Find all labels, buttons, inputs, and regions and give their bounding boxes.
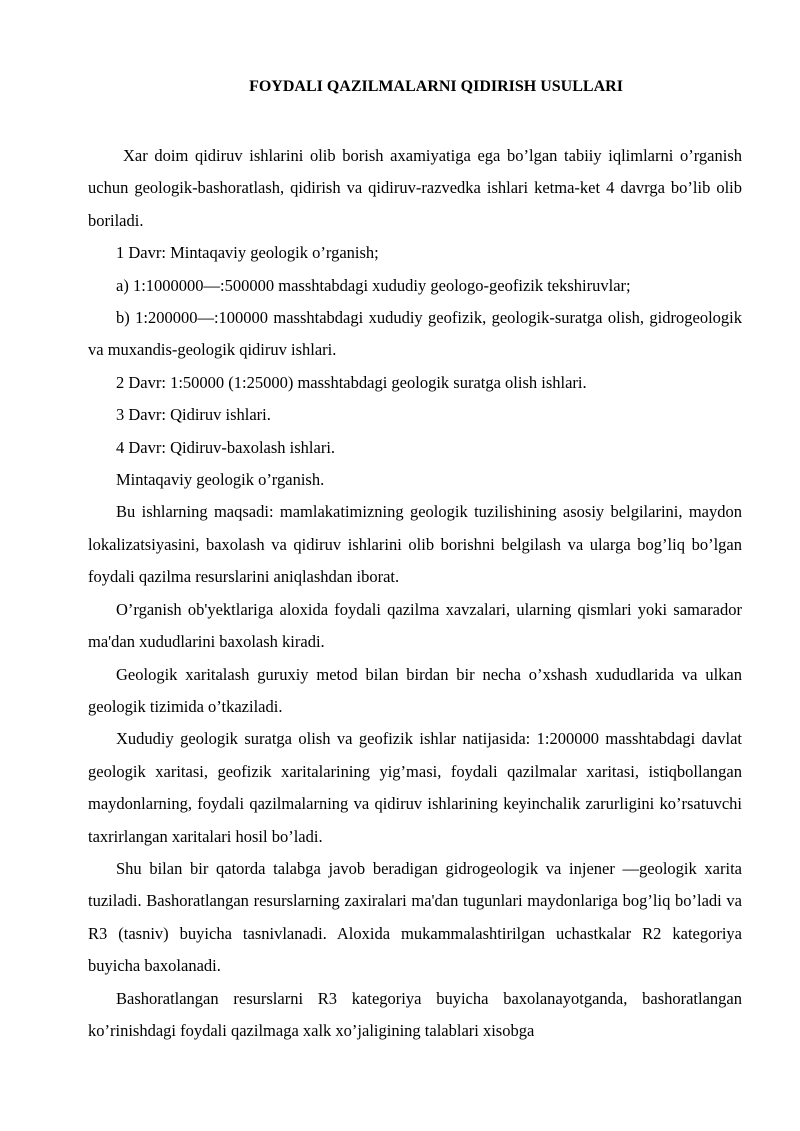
paragraph-period-3: 3 Davr: Qidiruv ishlari.: [116, 405, 271, 425]
paragraph-results: Xududiy geologik suratga olish va geofizik ishlar natijasida: 1:200000 masshtabdagi davlat geologik xaritasi, geofizik xaritalarining yig’masi, foydali qazilmalar xaritasi, istiqbollangan maydonlarning, foydali qazilmalarning va qidiruv ishlarining keyinchalik zarurligini ko’rsatuvchi taxrirlangan xaritalari hosil bo’ladi.: [88, 729, 742, 846]
paragraph-mapping: Geologik xaritalash guruxiy metod bilan birdan bir necha o’xshash xududlarida va ulkan geologik tizimida o’tkaziladi.: [88, 664, 742, 716]
paragraph-purpose: Bu ishlarning maqsadi: mamlakatimizning geologik tuzilishining asosiy belgilarini, maydon lokalizatsiyasini, baxolash va qidiruv ishlarini olib borishni belgilash va ularga bog’liq bo’lgan foydali qazilma resurslarini aniqlashdan iborat.: [88, 502, 742, 587]
page-title: FOYDALI QAZILMALARNI QIDIRISH USULLARI: [249, 78, 623, 95]
paragraph-hydrogeology: Shu bilan bir qatorda talabga javob beradigan gidrogeologik va injener —geologik xarita tuziladi. Bashoratlangan resurslarning zaxiralari ma'dan tugunlari maydonlariga bog’liq bo’ladi va R3 (tasniv) buyicha tasnivlanadi. Aloxida mukammalashtirilgan uchastkalar R2 kategoriya buyicha baxolanadi.: [88, 858, 742, 976]
paragraph-period-2: 2 Davr: 1:50000 (1:25000) masshtabdagi geologik suratga olish ishlari.: [116, 372, 587, 392]
paragraph-objects: O’rganish ob'yektlariga aloxida foydali qazilma xavzalari, ularning qismlari yoki samarador ma'dan xududlarini baxolash kiradi.: [88, 599, 742, 652]
paragraph-subheading: Mintaqaviy geologik o’rganish.: [116, 470, 325, 490]
paragraph-item-a: a) 1:1000000—:500000 masshtabdagi xududiy geologo-geofizik tekshiruvlar;: [116, 275, 631, 295]
paragraph-item-b: b) 1:200000—:100000 masshtabdagi xududiy geofizik, geologik-suratga olish, gidrogeologik va muxandis-geologik qidiruv ishlari.: [88, 308, 742, 360]
paragraph-forecast: Bashoratlangan resurslarni R3 kategoriya buyicha baxolanayotganda, bashoratlangan ko’rinishdagi foydali qazilmaga xalk xo’jaligining talablari xisobga: [88, 988, 742, 1040]
paragraph-intro: Xar doim qidiruv ishlarini olib borish axamiyatiga ega bo’lgan tabiiy iqlimlarni o’rganish uchun geologik-bashoratlash, qidirish va qidiruv-razvedka ishlari ketma-ket 4 davrga bo’lib olib boriladi.: [88, 146, 742, 230]
document-body: [88, 140, 742, 1047]
paragraph-period-4: 4 Davr: Qidiruv-baxolash ishlari.: [116, 437, 336, 457]
paragraph-period-1: 1 Davr: Mintaqaviy geologik o’rganish;: [116, 243, 379, 263]
